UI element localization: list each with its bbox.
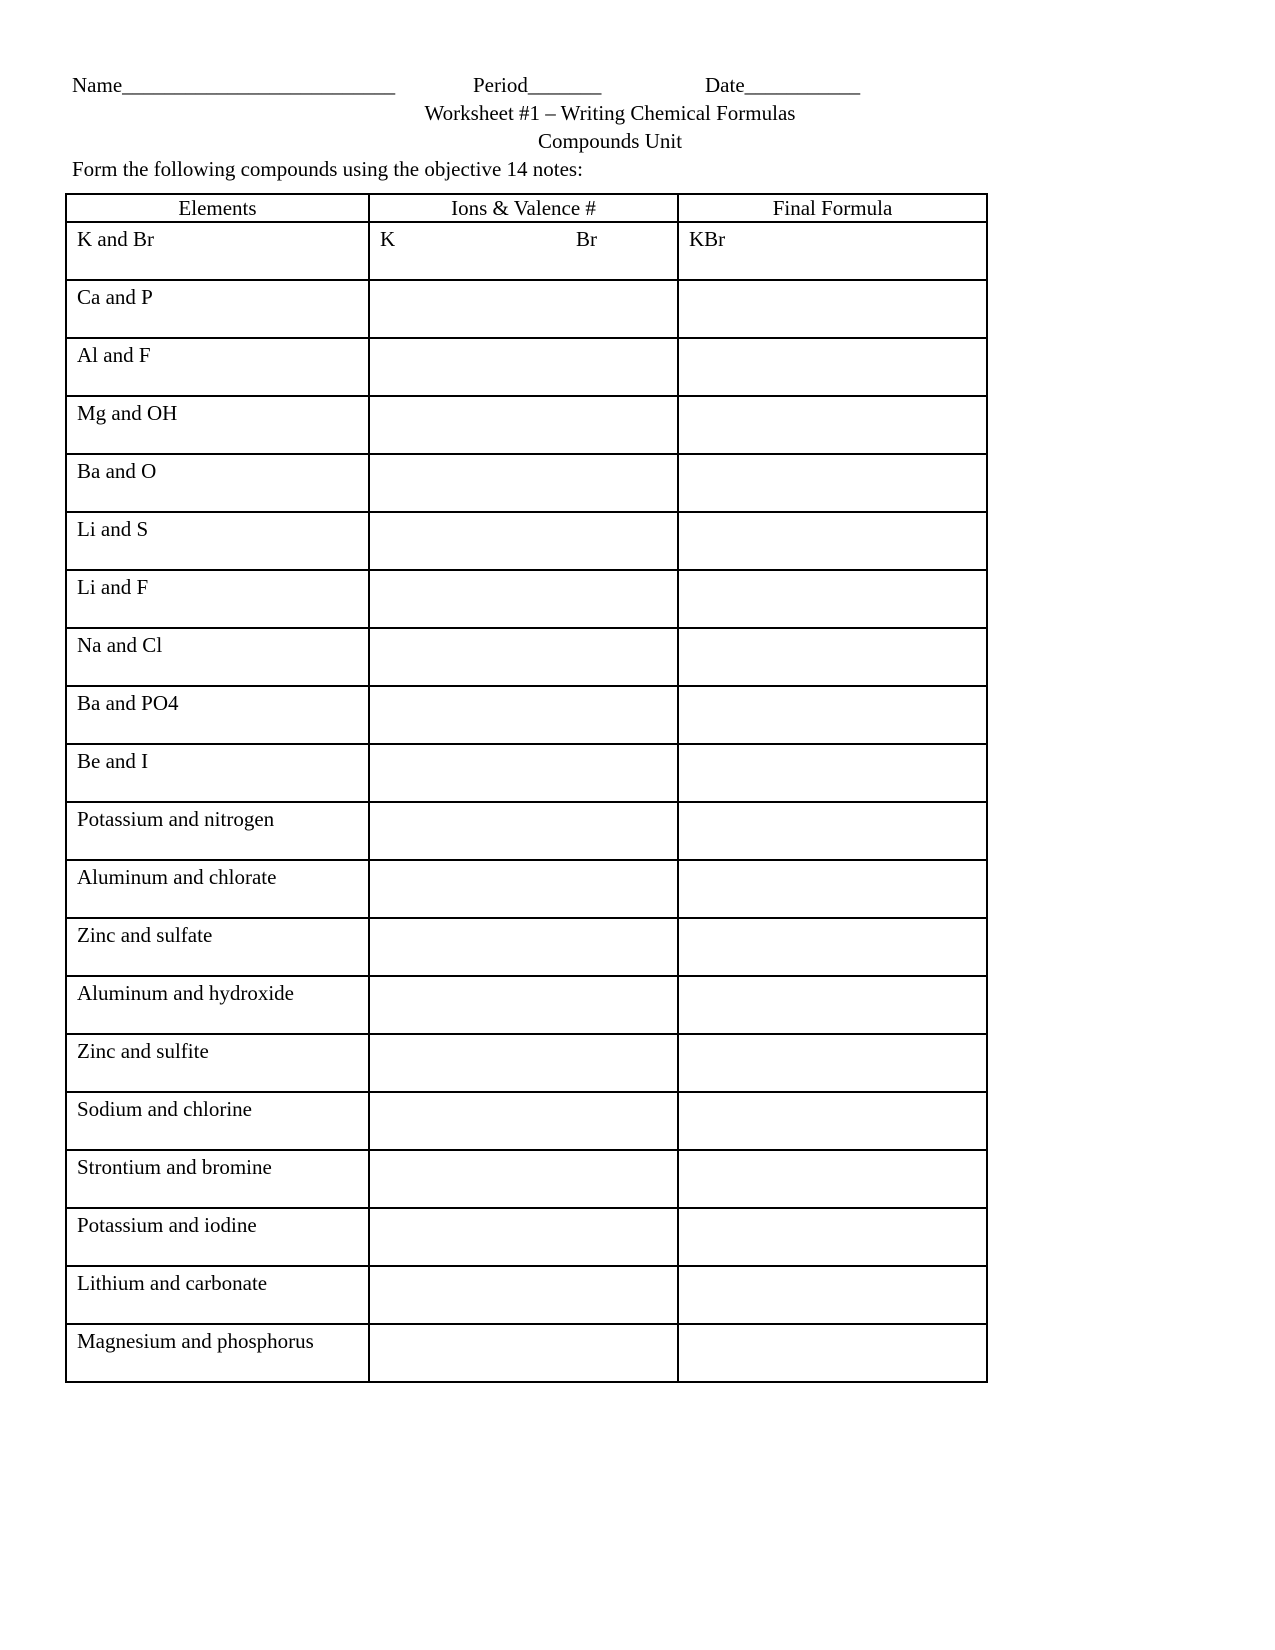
final-formula-cell	[678, 686, 987, 744]
table-row	[66, 686, 987, 744]
ions-valence-cell	[369, 686, 678, 744]
title-block	[0, 99, 1220, 155]
ions-valence-cell	[369, 1034, 678, 1092]
final-formula-cell	[678, 1150, 987, 1208]
final-formula-cell	[678, 1266, 987, 1324]
ions-valence-cell	[369, 512, 678, 570]
worksheet-title: Worksheet #1 – Writing Chemical Formulas	[424, 101, 796, 125]
table-row	[66, 860, 987, 918]
ions-valence-cell	[369, 1208, 678, 1266]
chemical-formulas-table	[65, 193, 988, 1383]
ions-valence-cell	[369, 628, 678, 686]
final-formula-cell	[678, 802, 987, 860]
table-row	[66, 802, 987, 860]
date-blank-field: Date___________	[705, 73, 861, 97]
ions-valence-cell	[369, 918, 678, 976]
table-row	[66, 628, 987, 686]
ions-valence-cell	[369, 802, 678, 860]
name-blank-field: Name__________________________	[72, 73, 396, 97]
final-formula-cell	[678, 570, 987, 628]
final-formula-cell: KBr	[678, 222, 987, 280]
table-row	[66, 1150, 987, 1208]
elements-cell: Ca and P	[66, 280, 369, 338]
table-row	[66, 1208, 987, 1266]
final-formula-cell	[678, 280, 987, 338]
table-row	[66, 396, 987, 454]
elements-cell: Na and Cl	[66, 628, 369, 686]
final-formula-cell	[678, 976, 987, 1034]
elements-cell: Li and F	[66, 570, 369, 628]
ions-valence-cell	[369, 1092, 678, 1150]
table-row	[66, 454, 987, 512]
final-formula-cell	[678, 512, 987, 570]
final-formula-cell	[678, 1034, 987, 1092]
table-row	[66, 512, 987, 570]
elements-cell: Magnesium and phosphorus	[66, 1324, 369, 1382]
col-header-elements: Elements	[66, 194, 369, 222]
final-formula-cell	[678, 628, 987, 686]
final-formula-cell	[678, 454, 987, 512]
ions-valence-cell	[369, 222, 678, 280]
elements-cell: Potassium and nitrogen	[66, 802, 369, 860]
table-row	[66, 222, 987, 280]
table-row	[66, 1266, 987, 1324]
final-formula-cell	[678, 1208, 987, 1266]
ions-valence-cell	[369, 1150, 678, 1208]
final-formula-cell	[678, 918, 987, 976]
elements-cell: Potassium and iodine	[66, 1208, 369, 1266]
ions-valence-cell	[369, 976, 678, 1034]
ions-valence-cell	[369, 744, 678, 802]
elements-cell: Aluminum and hydroxide	[66, 976, 369, 1034]
ions-valence-cell	[369, 860, 678, 918]
table-row	[66, 338, 987, 396]
table-row	[66, 280, 987, 338]
elements-cell: Al and F	[66, 338, 369, 396]
ions-valence-cell	[369, 1324, 678, 1382]
table-row	[66, 744, 987, 802]
period-blank-field: Period_______	[473, 73, 602, 97]
elements-cell: Sodium and chlorine	[66, 1092, 369, 1150]
elements-cell: Zinc and sulfite	[66, 1034, 369, 1092]
final-formula-cell	[678, 1092, 987, 1150]
elements-cell: Aluminum and chlorate	[66, 860, 369, 918]
col-header-final-formula: Final Formula	[678, 194, 987, 222]
table-body	[66, 222, 987, 1382]
elements-cell: Strontium and bromine	[66, 1150, 369, 1208]
ions-valence-cell	[369, 570, 678, 628]
table-row	[66, 918, 987, 976]
ions-valence-cell	[369, 396, 678, 454]
elements-cell: Ba and O	[66, 454, 369, 512]
table-row	[66, 1034, 987, 1092]
final-formula-cell	[678, 1324, 987, 1382]
table-row	[66, 976, 987, 1034]
table-row	[66, 1092, 987, 1150]
ions-valence-cell	[369, 280, 678, 338]
ions-valence-cell	[369, 454, 678, 512]
instruction-text: Form the following compounds using the objective 14 notes:	[72, 157, 583, 181]
ions-valence-cell	[369, 338, 678, 396]
elements-cell: Mg and OH	[66, 396, 369, 454]
ions-valence-cell	[369, 1266, 678, 1324]
ion-left-value: K	[380, 227, 396, 251]
elements-cell: K and Br	[66, 222, 369, 280]
final-formula-cell	[678, 338, 987, 396]
table-header-row	[66, 194, 987, 222]
worksheet-subtitle: Compounds Unit	[537, 129, 683, 153]
elements-cell: Zinc and sulfate	[66, 918, 369, 976]
ion-right-value: Br	[576, 227, 597, 251]
elements-cell: Lithium and carbonate	[66, 1266, 369, 1324]
table-row	[66, 570, 987, 628]
elements-cell: Be and I	[66, 744, 369, 802]
final-formula-cell	[678, 860, 987, 918]
final-formula-cell	[678, 396, 987, 454]
table-row	[66, 1324, 987, 1382]
elements-cell: Ba and PO4	[66, 686, 369, 744]
final-formula-cell	[678, 744, 987, 802]
elements-cell: Li and S	[66, 512, 369, 570]
col-header-ions-valence: Ions & Valence #	[369, 194, 678, 222]
